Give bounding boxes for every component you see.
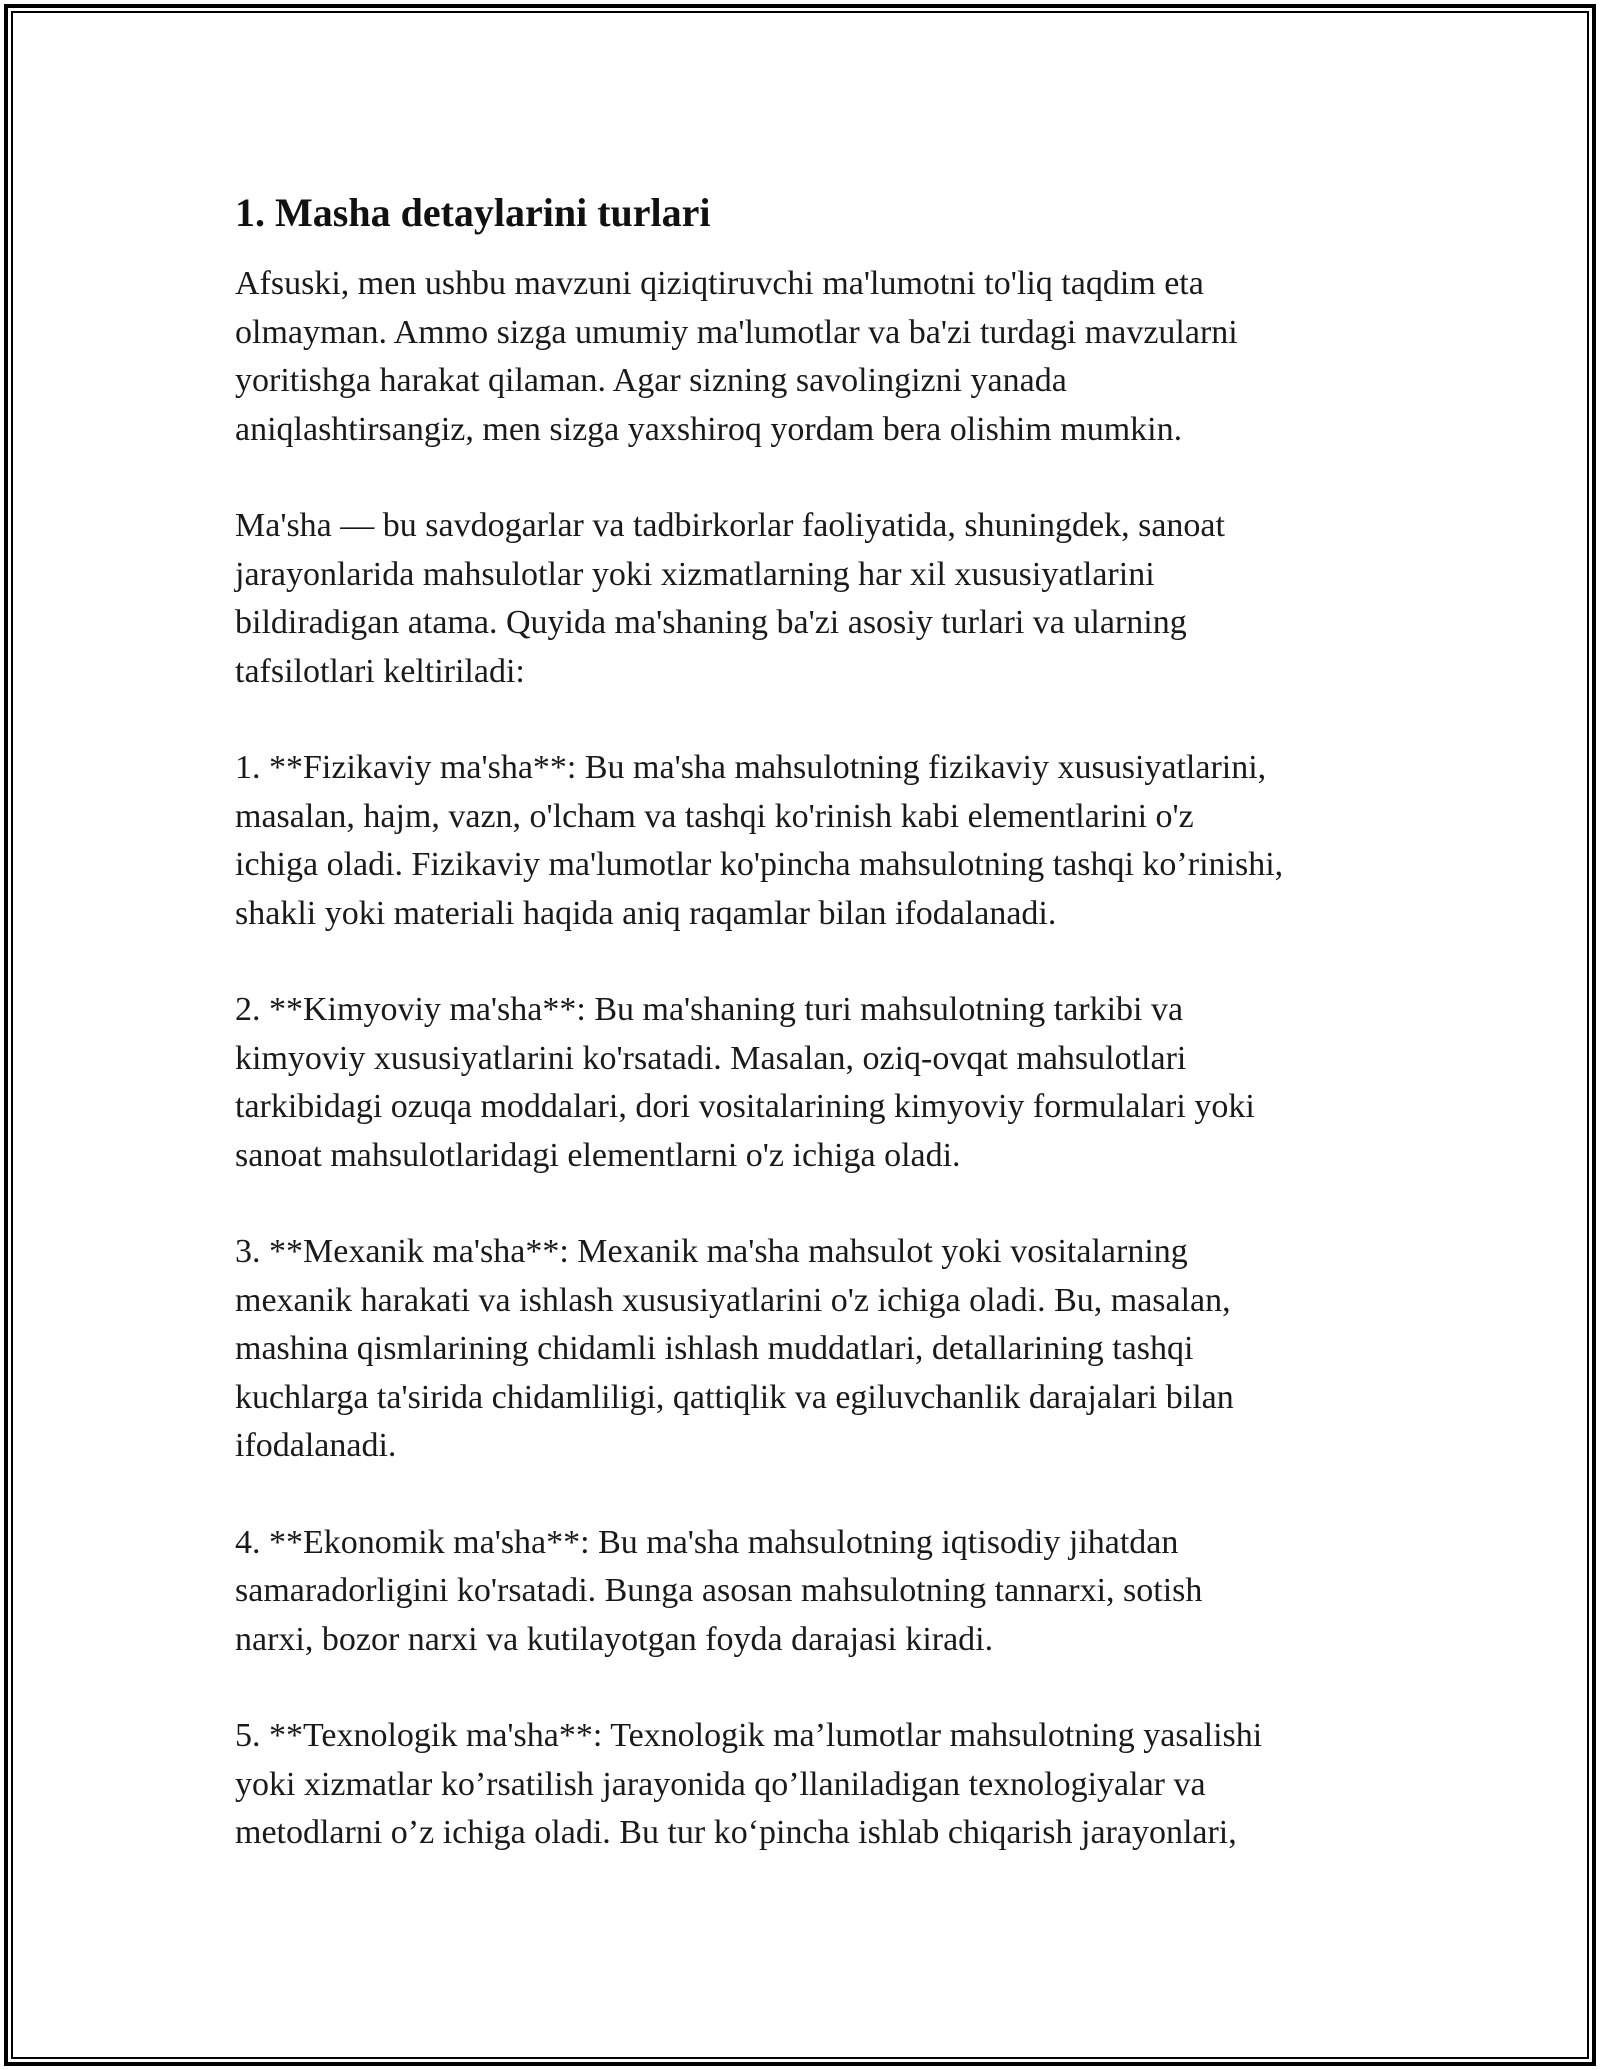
text-line: ifodalanadi. bbox=[235, 1427, 397, 1464]
text-line: 3. **Mexanik ma'sha**: Mexanik ma'sha mahsulot yoki vositalarning bbox=[235, 1233, 1188, 1270]
text-line: 5. **Texnologik ma'sha**: Texnologik ma’lumotlar mahsulotning yasalishi bbox=[235, 1717, 1263, 1754]
text-line: tafsilotlari keltiriladi: bbox=[235, 652, 525, 690]
text-line: samaradorligini ko'rsatadi. Bunga asosan mahsulotning tannarxi, sotish bbox=[235, 1572, 1203, 1609]
text-line: 4. **Ekonomik ma'sha**: Bu ma'sha mahsulotning iqtisodiy jihatdan bbox=[235, 1523, 1179, 1561]
text-line: olmayman. Ammo sizga umumiy ma'lumotlar va ba'zi turdagi mavzularni bbox=[235, 313, 1238, 351]
text-line: metodlarni o’z ichiga oladi. Bu tur ko‘pincha ishlab chiqarish jarayonlari, bbox=[235, 1814, 1237, 1851]
paragraph-item-4 bbox=[235, 1519, 1385, 1665]
text-line: bildiradigan atama. Quyida ma'shaning ba'zi asosiy turlari va ularning bbox=[235, 604, 1187, 641]
paragraph-item-1 bbox=[235, 744, 1385, 938]
text-line: masalan, hajm, vazn, o'lcham va tashqi ko'rinish kabi elementlarini o'z bbox=[235, 797, 1194, 835]
text-line: sanoat mahsulotlaridagi elementlarni o'z ichiga oladi. bbox=[235, 1136, 961, 1174]
text-line: 2. **Kimyoviy ma'sha**: Bu ma'shaning turi mahsulotning tarkibi va bbox=[235, 991, 1184, 1028]
text-line: mexanik harakati va ishlash xususiyatlarini o'z ichiga oladi. Bu, masalan, bbox=[235, 1281, 1231, 1319]
text-line: 1. **Fizikaviy ma'sha**: Bu ma'sha mahsulotning fizikaviy xususiyatlarini, bbox=[235, 749, 1267, 786]
text-line: narxi, bozor narxi va kutilayotgan foyda darajasi kiradi. bbox=[235, 1620, 994, 1658]
paragraph-definition bbox=[235, 502, 1385, 696]
text-line: Ma'sha — bu savdogarlar va tadbirkorlar faoliyatida, shuningdek, sanoat bbox=[235, 507, 1225, 544]
paragraph-intro bbox=[235, 260, 1385, 454]
text-line: aniqlashtirsangiz, men sizga yaxshiroq yordam bera olishim mumkin. bbox=[235, 410, 1183, 448]
text-line: tarkibidagi ozuqa moddalari, dori vositalarining kimyoviy formulalari yoki bbox=[235, 1088, 1255, 1125]
text-line: yoki xizmatlar ko’rsatilish jarayonida qo’llaniladigan texnologiyalar va bbox=[235, 1765, 1206, 1803]
paragraph-item-3 bbox=[235, 1228, 1385, 1471]
text-line: kimyoviy xususiyatlarini ko'rsatadi. Masalan, oziq-ovqat mahsulotlari bbox=[235, 1039, 1187, 1077]
text-line: jarayonlarida mahsulotlar yoki xizmatlarning har xil xususiyatlarini bbox=[235, 555, 1155, 593]
text-line: shakli yoki materiali haqida aniq raqamlar bilan ifodalanadi. bbox=[235, 894, 1057, 932]
text-line: mashina qismlarining chidamli ishlash muddatlari, detallarining tashqi bbox=[235, 1330, 1194, 1367]
text-line: kuchlarga ta'sirida chidamliligi, qattiqlik va egiluvchanlik darajalari bilan bbox=[235, 1378, 1234, 1416]
text-line: Afsuski, men ushbu mavzuni qiziqtiruvchi ma'lumotni to'liq taqdim eta bbox=[235, 265, 1204, 302]
text-line: ichiga oladi. Fizikaviy ma'lumotlar ko'pincha mahsulotning tashqi ko’rinishi, bbox=[235, 846, 1284, 883]
document-page bbox=[235, 186, 1385, 1906]
paragraph-item-5 bbox=[235, 1712, 1385, 1858]
section-heading: 1. Masha detaylarini turlari bbox=[235, 190, 711, 235]
paragraph-item-2 bbox=[235, 986, 1385, 1180]
text-line: yoritishga harakat qilaman. Agar sizning savolingizni yanada bbox=[235, 362, 1067, 399]
